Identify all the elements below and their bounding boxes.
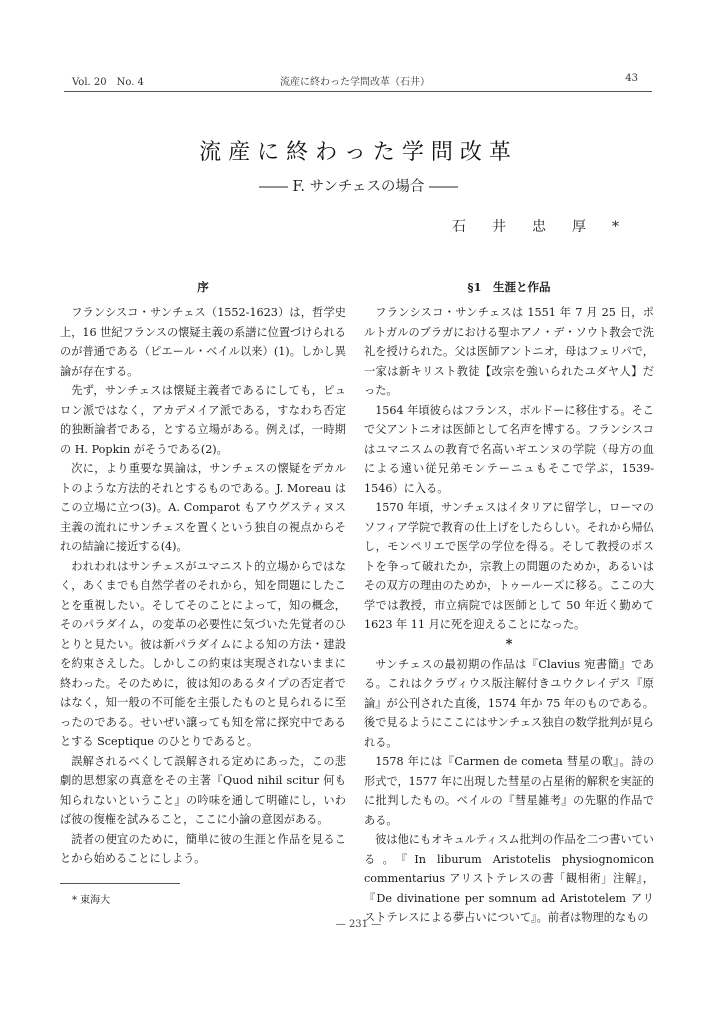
article-subtitle: ―― F. サンチェスの場合 ―― <box>258 179 459 195</box>
footnote-rule <box>60 883 180 884</box>
paragraph: サンチェスの最初期の作品は『Clavius 宛書簡』である。これはクラヴィウス版注解付きユウクレイデス『原論』が公刊された直後，1574 年か 75 年のものである。後で見るようにここにはサンチェス独自の数学批判が見られる。 <box>364 657 654 749</box>
section-heading-life-and-works: §1 生涯と作品 <box>467 280 551 294</box>
article-title: 流産に終わった学問改革 <box>199 140 518 165</box>
footnote: * 東海大 <box>72 895 111 906</box>
running-title: 流産に終わった学問改革（石井） <box>280 77 430 88</box>
paragraph: 誤解されるべくして誤解される定めにあった，この悲劇的思想家の真意をその主著『Quod nihil scitur 何も知られないということ』の吟味を通して明確にし，いわば彼の復権を試みること，ここに小論の意図がある。 <box>60 754 346 826</box>
bottom-page-number: — 231 — <box>335 919 382 930</box>
paragraph: 1570 年頃，サンチェスはイタリアに留学し，ローマのソフィア学院で教育の仕上げをしたらしい。それから帰仏し，モンペリエで医学の学位を得る。そして教授のポストを争って破れたか，宗教上の問題のためか，あるいはその双方の理由のためか，トゥールーズに移る。ここの大学では教授，市立病院では医師として 50 年近く勤めて 1623 年 11 月に死を迎えることになった。 <box>364 501 654 631</box>
paragraph: われわれはサンチェスがユマニスト的立場からではなく，あくまでも自然学者のそれから，知を問題にしたことを重視したい。そしてそのことによって，知の概念，そのパラダイム，の変革の必要性に気づいた先覚者のひとりと見たい。彼は新パラダイムによる知の方法・建設を約束さえした。しかしこの約束は実現されないままに終わった。そのために，彼は知のあるタイプの否定者ではなく，知一般の不可能を主張したものと見られるに至ったのである。せいぜい譲っても知を常に探究中であるとする Sceptique のひとりであると。 <box>60 559 346 748</box>
header-rule <box>64 91 652 92</box>
right-column <box>364 278 654 928</box>
paragraph: フランシスコ・サンチェスは 1551 年 7 月 25 日，ポルトガルのブラガにおける聖ホアノ・デ・ソウト教会で洗礼を授けられた。父は医師アントニオ，母はフェリパで，一家は新キリスト教徒【改宗を強いられたユダヤ人】だった。 <box>364 306 654 397</box>
paragraph: 1564 年頃彼らはフランス，ボルドーに移住する。そこで父アントニオは医師として名声を博する。フランシスコはユマニスムの教育で名高いギエンヌの学院（母方の血による遠い従兄弟モンテーニュもそこで学ぶ，1539-1546）に入る。 <box>364 403 654 495</box>
author-name: 石井忠厚* <box>452 219 645 235</box>
page-number: 43 <box>625 73 638 84</box>
section-separator: * <box>505 636 513 652</box>
paragraph: 1578 年には『Carmen de cometa 彗星の歌』。詩の形式で，1577 年に出現した彗星の占星術的解釈を実証的に批判したもの。ベイルの『彗星雑考』の先駆的作品である。 <box>364 755 654 827</box>
running-header <box>72 73 638 87</box>
paragraph: 先ず，サンチェスは懐疑主義者であるにしても，ピュロン派ではなく，アカデメイア派である，すなわち否定的独断論者である，とする立場がある。例えば，一時期の H. Popkin がそうである(2)。 <box>60 384 346 456</box>
section-heading-preface: 序 <box>197 280 209 294</box>
paragraph: 次に，より重要な異論は，サンチェスの懐疑をデカルトのような方法的それとするものである。J. Moreau はこの立場に立つ(3)。A. Comparot もアウグスティヌス主義の流れにサンチェスを置くという独自の視点からそれの結論に接近する(4)。 <box>60 462 346 553</box>
left-column <box>60 278 346 869</box>
paragraph: 彼は他にもオキュルティスム批判の作品を二つ書いている。『In liburum Aristotelis physiognomicon commentarius アリストテレスの書「観相術」注解』，『De divinatione per somnum ad Aristotelem アリストテレスによる夢占いについて』。前者は物理的なもの <box>364 833 654 924</box>
paragraph: フランシスコ・サンチェス（1552-1623）は，哲学史上，16 世紀フランスの懐疑主義の系譜に位置づけられるのが普通である（ピエール・ベイル以来）(1)。しかし異論が存在する。 <box>60 306 346 378</box>
paragraph: 読者の便宜のために，簡単に彼の生涯と作品を見ることから始めることにしよう。 <box>60 832 346 865</box>
volume-label: Vol. 20 No. 4 <box>72 77 144 88</box>
